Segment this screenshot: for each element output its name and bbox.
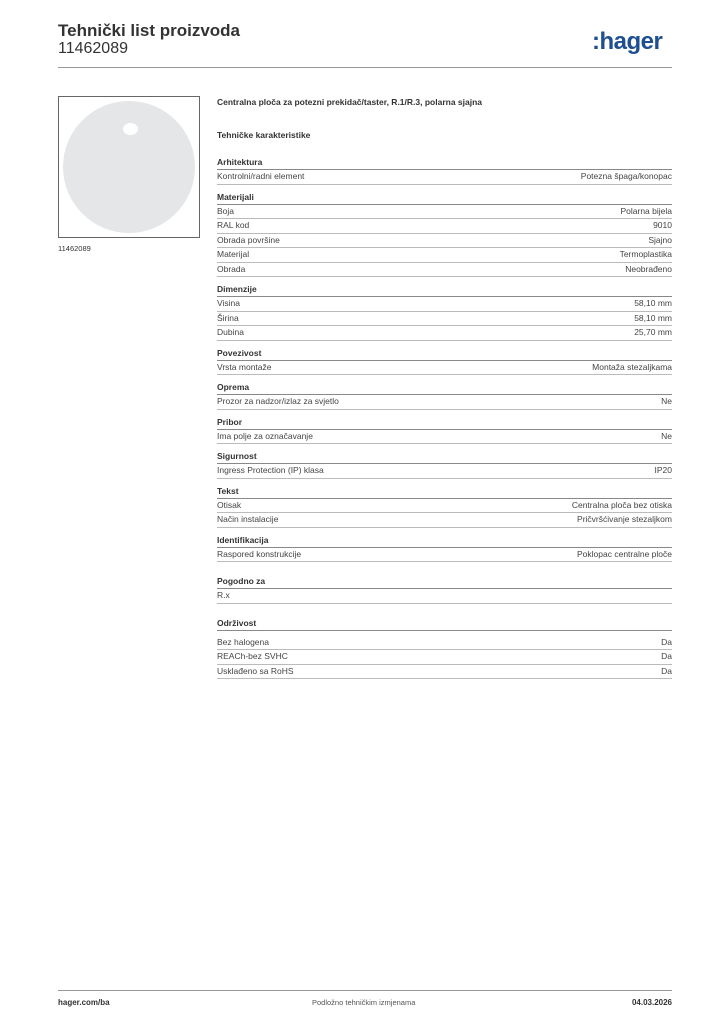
spec-value: Termoplastika — [619, 249, 672, 259]
spec-row — [217, 205, 672, 220]
spec-label: REACh-bez SVHC — [217, 651, 288, 661]
image-caption: 11462089 — [58, 244, 91, 253]
spec-value: 58,10 mm — [634, 312, 672, 323]
section-title: Pribor — [217, 417, 672, 430]
section-title: Identifikacija — [217, 535, 672, 548]
spec-value: Ne — [661, 396, 672, 406]
section-title: Pogodno za — [217, 576, 672, 589]
footer-note: Podložno tehničkim izmjenama — [312, 998, 416, 1007]
spec-row — [217, 248, 672, 263]
sustainability-section — [217, 618, 672, 680]
spec-row — [217, 464, 672, 479]
section-title: Dimenzije — [217, 284, 672, 297]
spec-section — [217, 348, 672, 376]
section-title: Sigurnost — [217, 451, 672, 464]
spec-label: Prozor za nadzor/izlaz za svjetlo — [217, 396, 339, 406]
spec-label: Kontrolni/radni element — [217, 171, 305, 181]
spec-section — [217, 284, 672, 341]
spec-label: Bez halogena — [217, 636, 269, 647]
section-title: Tekst — [217, 486, 672, 499]
section-title: Održivost — [217, 618, 672, 631]
spec-value: Da — [661, 651, 672, 661]
spec-label: Ingress Protection (IP) klasa — [217, 465, 324, 475]
header-divider — [58, 67, 672, 68]
spec-label: R.x — [217, 590, 230, 600]
spec-value: Centralna ploča bez otiska — [571, 499, 672, 510]
product-description: Centralna ploča za potezni prekidač/taster, R.1/R.3, polarna sjajna — [217, 97, 483, 107]
spec-section — [217, 535, 672, 563]
spec-row — [217, 263, 672, 278]
spec-row — [217, 219, 672, 234]
spec-value: Da — [661, 665, 672, 676]
spec-label: Ima polje za označavanje — [217, 430, 313, 441]
spec-section — [217, 157, 672, 185]
spec-row — [217, 297, 672, 312]
spec-value: Da — [661, 636, 672, 647]
product-image — [58, 96, 200, 238]
spec-label: Obrada — [217, 263, 246, 274]
spec-value: Pričvršćivanje stezaljkom — [577, 514, 672, 524]
spec-label: Boja — [217, 205, 235, 216]
spec-label: Otisak — [217, 499, 242, 510]
spec-label: Materijal — [217, 249, 250, 259]
spec-section — [217, 382, 672, 410]
spec-label: Obrada površine — [217, 234, 280, 245]
spec-row — [217, 430, 672, 445]
spec-row — [217, 513, 672, 528]
spec-value: Ne — [661, 430, 672, 441]
spec-value: 25,70 mm — [634, 327, 672, 337]
pull-cord-hole — [123, 123, 138, 135]
spec-value: Sjajno — [648, 234, 672, 245]
spec-row — [217, 665, 672, 680]
spec-row — [217, 234, 672, 249]
spec-section — [217, 451, 672, 479]
spec-row — [217, 548, 672, 563]
section-title: Arhitektura — [217, 157, 672, 170]
spec-label: Širina — [217, 312, 239, 323]
spec-row — [217, 312, 672, 327]
spec-label: Visina — [217, 298, 240, 308]
spec-section — [217, 417, 672, 445]
spec-value: Polarna bijela — [620, 205, 672, 216]
spec-table — [217, 157, 672, 686]
hager-logo: :hager — [592, 28, 663, 55]
footer-website[interactable]: hager.com/ba — [58, 998, 110, 1007]
spec-value: Neobrađeno — [625, 263, 672, 274]
tech-heading: Tehničke karakteristike — [217, 130, 311, 140]
spec-value: IP20 — [654, 465, 672, 475]
spec-row — [217, 326, 672, 341]
spec-row — [217, 650, 672, 665]
section-title: Materijali — [217, 192, 672, 205]
spec-row — [217, 361, 672, 376]
spec-label: RAL kod — [217, 220, 250, 230]
spec-label: Raspored konstrukcije — [217, 548, 302, 559]
spec-label: Dubina — [217, 327, 244, 337]
spec-row — [217, 636, 672, 651]
spec-row — [217, 499, 672, 514]
spec-label: Način instalacije — [217, 514, 279, 524]
spec-label: Vrsta montaže — [217, 361, 272, 372]
section-title: Povezivost — [217, 348, 672, 361]
spec-row — [217, 589, 672, 604]
spec-value: Potezna špaga/konopac — [580, 171, 672, 181]
suitable-section — [217, 576, 672, 604]
spec-value: Montaža stezaljkama — [592, 361, 672, 372]
footer-date: 04.03.2026 — [631, 998, 672, 1007]
section-title: Oprema — [217, 382, 672, 395]
spec-value: 9010 — [653, 220, 672, 230]
spec-section — [217, 486, 672, 528]
spec-label: Usklađeno sa RoHS — [217, 665, 294, 676]
spec-value: Poklopac centralne ploče — [577, 548, 672, 559]
spec-row — [217, 395, 672, 410]
footer-divider — [58, 990, 672, 991]
plate-illustration — [63, 101, 195, 233]
page-title: Tehnički list proizvoda — [58, 21, 240, 40]
spec-row — [217, 170, 672, 185]
product-number: 11462089 — [58, 40, 128, 57]
spec-value: 58,10 mm — [634, 298, 672, 308]
spec-section — [217, 192, 672, 278]
